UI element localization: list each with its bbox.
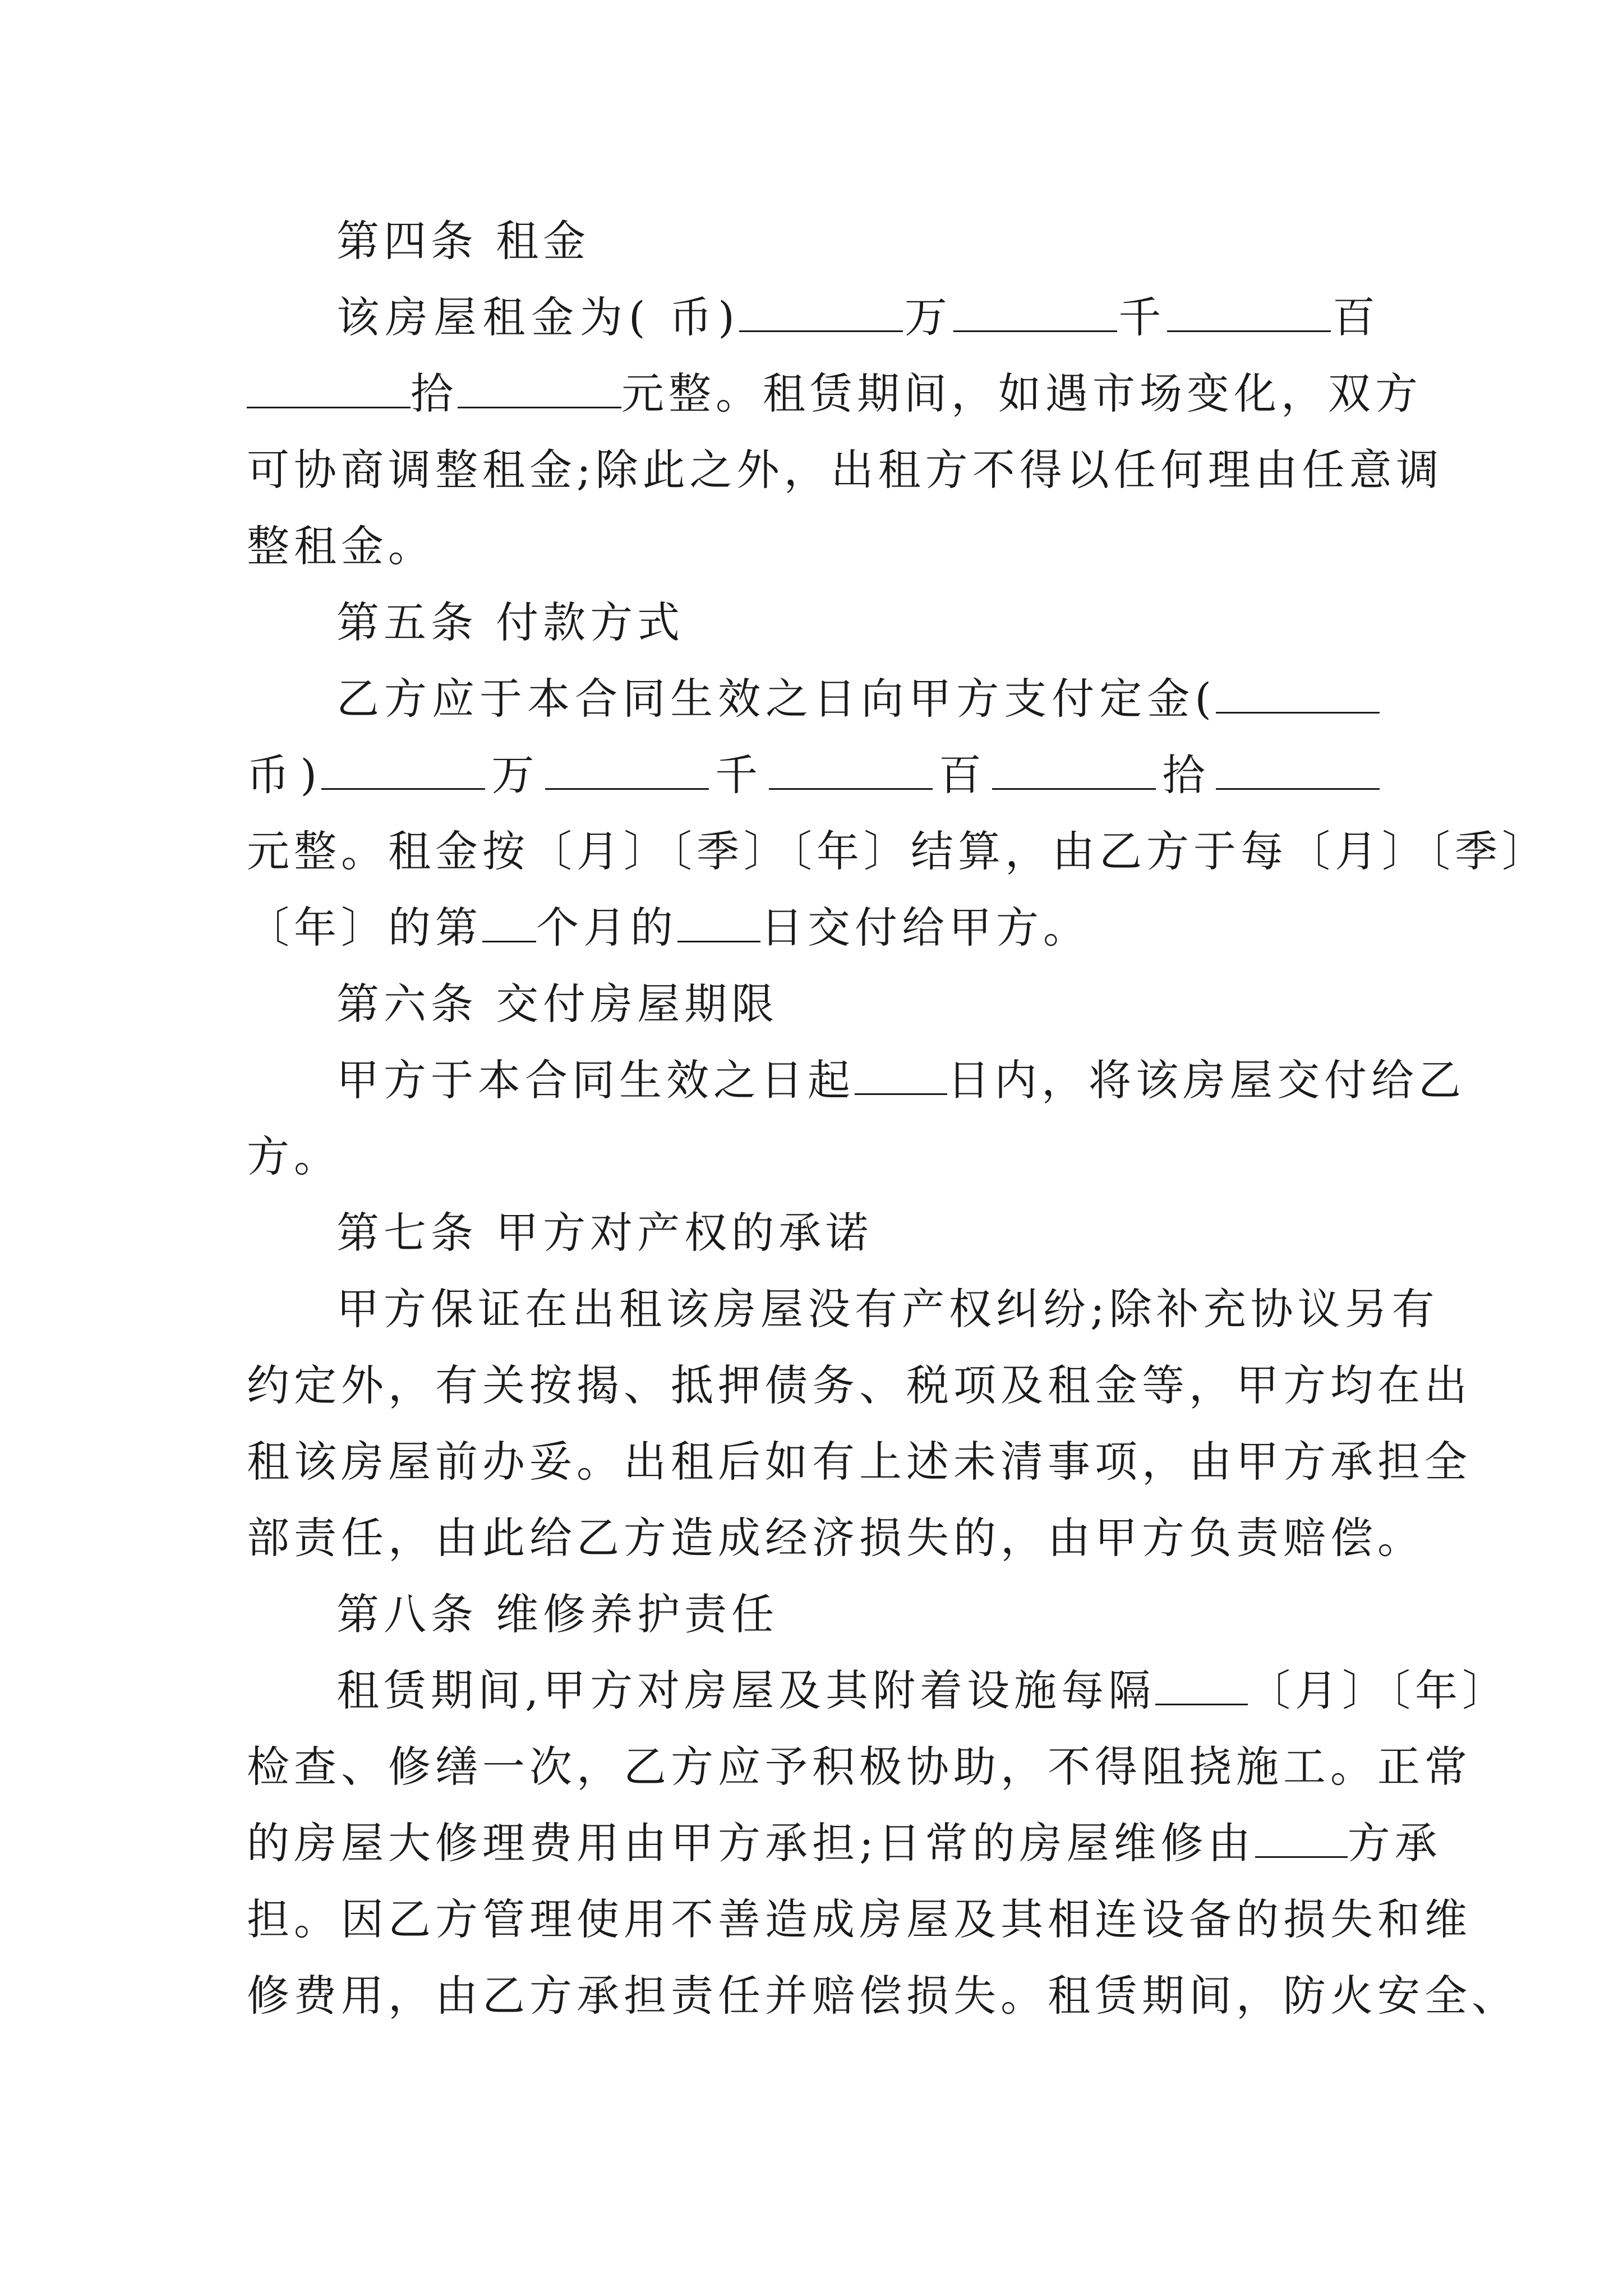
- text-run: 约定外，有关按揭、抵押债务、税项及租金等，甲方均在出: [247, 1360, 1472, 1410]
- text-run: 方。: [247, 1131, 341, 1181]
- text-run: 修费用，由乙方承担责任并赔偿损失。租赁期间，防火安全、: [247, 1971, 1519, 2021]
- text-run: 该房屋租金为( 币): [336, 292, 739, 342]
- text-run: 方承: [1347, 1818, 1442, 1868]
- text-run: 千: [708, 750, 769, 800]
- text-run: 〔月〕〔年〕: [1248, 1665, 1510, 1715]
- blank-field: [1216, 751, 1380, 790]
- blank-field: [321, 751, 485, 790]
- blank-field: [1216, 675, 1380, 714]
- article-7-heading: [247, 1195, 1380, 1271]
- article-4-line-1: [247, 279, 1380, 356]
- blank-field: [739, 293, 903, 332]
- article-5-line-1: [247, 661, 1380, 737]
- text-run: 币): [247, 750, 322, 800]
- text-run: 整租金。: [247, 521, 435, 571]
- text-run: 百: [932, 750, 993, 800]
- text-run: 拾: [411, 369, 458, 418]
- blank-field: [992, 751, 1156, 790]
- article-4-line-4: [247, 508, 1380, 585]
- text-run: 日交付给甲方。: [760, 903, 1090, 953]
- article-4-line-3: [247, 432, 1444, 508]
- article-7-line-1: [247, 1271, 1439, 1347]
- text-run: 可协商调整租金;除此之外，出租方不得以任何理由任意调: [247, 445, 1444, 495]
- text-run: 租该房屋前办妥。出租后如有上述未清事项，由甲方承担全: [247, 1437, 1472, 1487]
- text-run: 部责任，由此给乙方造成经济损失的，由甲方负责赔偿。: [247, 1513, 1424, 1563]
- text-run: 担。因乙方管理使用不善造成房屋及其相连设备的损失和维: [247, 1894, 1472, 1944]
- article-8-heading: [247, 1576, 1380, 1653]
- article-6-heading: [247, 966, 1380, 1042]
- blank-field: [855, 1056, 947, 1095]
- text-run: 乙方应于本合同生效之日向甲方支付定金(: [336, 674, 1216, 724]
- article-5-line-4: [247, 890, 1380, 966]
- heading-text: 第六条 交付房屋期限: [336, 979, 779, 1029]
- text-run: 检查、修缮一次，乙方应予积极协助，不得阻挠施工。正常: [247, 1742, 1472, 1792]
- article-5-line-2: [247, 737, 1380, 813]
- blank-field: [677, 904, 760, 942]
- article-8-line-3: [247, 1805, 1442, 1881]
- text-run: 拾: [1156, 750, 1216, 800]
- text-run: 百: [1331, 292, 1380, 342]
- blank-field: [1155, 1667, 1248, 1705]
- text-run: 〔年〕的第: [247, 903, 482, 953]
- article-4-line-2: [247, 356, 1422, 432]
- text-run: 元整。租赁期间，如遇市场变化，双方: [621, 369, 1422, 418]
- blank-field: [247, 370, 411, 408]
- article-7-line-2: [247, 1347, 1472, 1424]
- article-7-line-3: [247, 1424, 1472, 1500]
- heading-text: 第七条 甲方对产权的承诺: [336, 1208, 873, 1258]
- article-5-heading: [247, 585, 1380, 661]
- text-run: 元整。租金按〔月〕〔季〕〔年〕结算，由乙方于每〔月〕〔季〕: [247, 826, 1549, 876]
- text-run: 个月的: [536, 903, 677, 953]
- article-8-line-4: [247, 1881, 1472, 1958]
- article-5-line-3: [247, 813, 1549, 890]
- contract-text: [247, 203, 1549, 2034]
- blank-field: [769, 751, 933, 790]
- blank-field: [1255, 1819, 1348, 1858]
- text-run: 甲方于本合同生效之日起: [336, 1055, 855, 1105]
- heading-text: 第五条 付款方式: [336, 597, 685, 647]
- text-run: 日内，将该房屋交付给乙: [947, 1055, 1465, 1105]
- heading-text: 第八条 维修养护责任: [336, 1589, 779, 1639]
- blank-field: [482, 904, 536, 942]
- text-run: 千: [1117, 292, 1168, 342]
- blank-field: [458, 370, 621, 408]
- blank-field: [1167, 293, 1331, 332]
- text-run: 万: [902, 292, 953, 342]
- article-8-line-2: [247, 1729, 1472, 1805]
- article-4-heading: [247, 203, 1380, 279]
- article-7-line-4: [247, 1500, 1424, 1576]
- text-run: 万: [485, 750, 545, 800]
- text-run: 甲方保证在出租该房屋没有产权纠纷;除补充协议另有: [336, 1284, 1439, 1334]
- article-8-line-5: [247, 1958, 1519, 2034]
- article-8-line-1: [247, 1653, 1510, 1729]
- text-run: 租赁期间,甲方对房屋及其附着设施每隔: [336, 1665, 1156, 1715]
- blank-field: [953, 293, 1117, 332]
- text-run: 的房屋大修理费用由甲方承担;日常的房屋维修由: [247, 1818, 1255, 1868]
- blank-field: [545, 751, 709, 790]
- article-6-line-2: [247, 1119, 1380, 1195]
- article-6-line-1: [247, 1042, 1465, 1119]
- heading-text: 第四条 租金: [336, 216, 591, 266]
